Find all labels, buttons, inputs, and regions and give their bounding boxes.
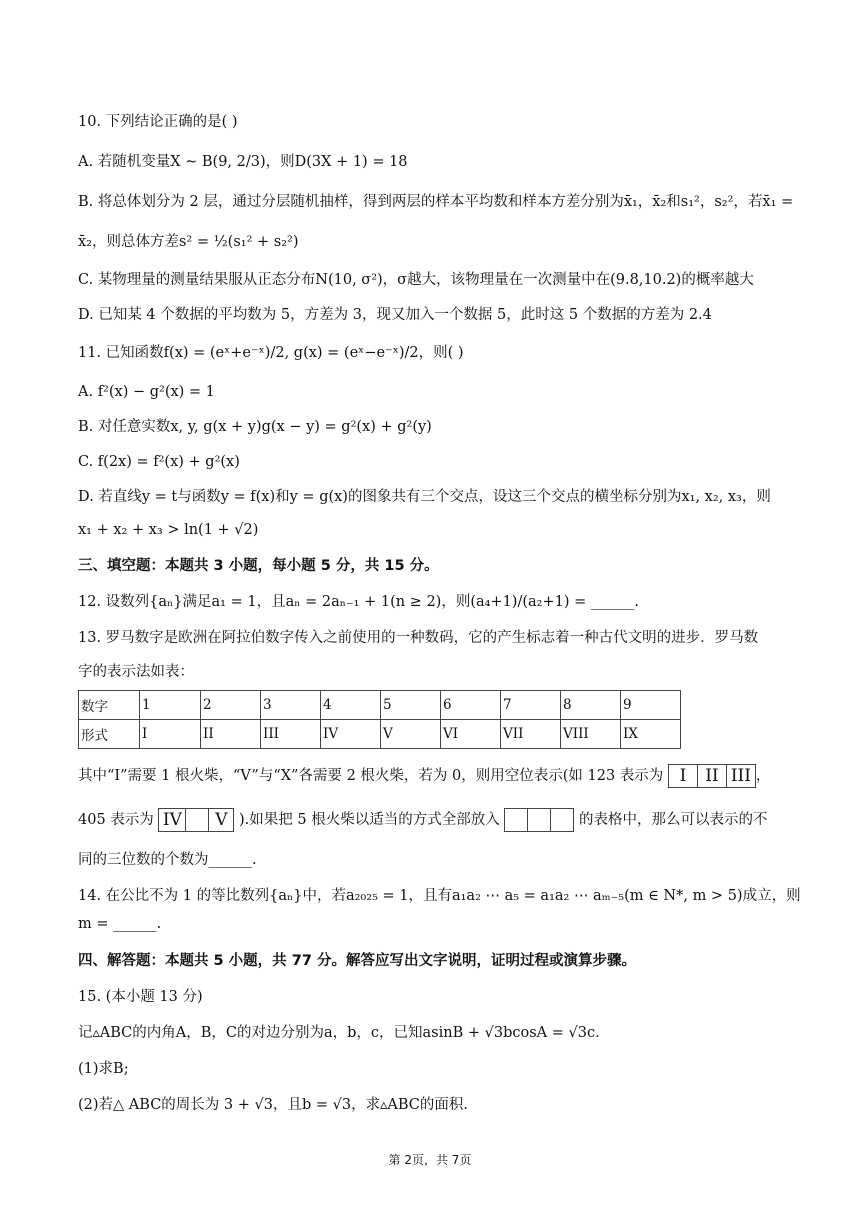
table-cell: 9 xyxy=(621,691,681,720)
table-cell: VI xyxy=(441,720,501,749)
box-cell xyxy=(528,809,551,831)
matchstick-box-123 xyxy=(668,764,756,788)
table-cell: 4 xyxy=(321,691,381,720)
question-13-line4-text-b: ).如果把 5 根火柴以适当的方式全部放入 xyxy=(239,812,500,828)
box-cell xyxy=(551,809,573,831)
question-13-line4 xyxy=(78,808,767,832)
box-cell: I xyxy=(669,765,698,787)
question-11-option-d-line1: D. 若直线y = t与函数y = f(x)和y = g(x)的图象共有三个交点，设这三个交点的横坐标分别为x₁, x₂, x₃，则 xyxy=(78,489,771,505)
table-cell: 6 xyxy=(441,691,501,720)
question-11-option-d-line2: x₁ + x₂ + x₃ > ln(1 + √2) xyxy=(78,522,259,538)
table-row xyxy=(79,720,681,749)
page-footer: 第 2页，共 7页 xyxy=(388,1153,472,1167)
question-15-header: 15. (本小题 13 分) xyxy=(78,989,203,1005)
question-15-part-2: (2)若△ ABC的周长为 3 + √3，且b = √3，求▵ABC的面积. xyxy=(78,1097,468,1113)
table-cell: I xyxy=(140,720,201,749)
matchstick-box-405 xyxy=(158,808,234,832)
box-cell xyxy=(505,809,528,831)
table-cell: 8 xyxy=(561,691,621,720)
table-cell: IV xyxy=(321,720,381,749)
table-row xyxy=(79,691,681,720)
question-11-option-b: B. 对任意实数x, y, g(x + y)g(x − y) = g²(x) + g²(y) xyxy=(78,419,432,435)
table-cell: 2 xyxy=(201,691,261,720)
question-13-line4-text-a: 405 表示为 xyxy=(78,812,154,828)
table-cell: IX xyxy=(621,720,681,749)
box-cell: IV xyxy=(159,809,186,831)
box-cell xyxy=(186,809,209,831)
question-12: 12. 设数列{aₙ}满足a₁ = 1，且aₙ = 2aₙ₋₁ + 1(n ≥ 2)，则(a₄+1)/(a₂+1) = ______. xyxy=(78,594,639,610)
question-11-option-c: C. f(2x) = f²(x) + g²(x) xyxy=(78,454,240,470)
question-15-statement: 记▵ABC的内角A，B，C的对边分别为a，b，c，已知asinB + √3bcosA = √3c. xyxy=(78,1025,600,1041)
question-14-line1: 14. 在公比不为 1 的等比数列{aₙ}中，若a₂₀₂₅ = 1，且有a₁a₂ ⋯ a₅ = a₁a₂ ⋯ aₘ₋₅(m ∈ N*, m > 5)成立，则 xyxy=(78,888,801,904)
question-10-option-b-line2: x̄₂，则总体方差s² = ½(s₁² + s₂²) xyxy=(78,234,299,250)
table-cell: VIII xyxy=(561,720,621,749)
box-cell: III xyxy=(730,766,751,786)
table-cell: II xyxy=(201,720,261,749)
section-3-heading: 三、填空题：本题共 3 小题，每小题 5 分，共 15 分。 xyxy=(78,558,439,574)
section-4-heading: 四、解答题：本题共 5 小题，共 77 分。解答应写出文字说明，证明过程或演算步骤。 xyxy=(78,953,636,969)
table-cell: 7 xyxy=(501,691,561,720)
question-10: 10. 下列结论正确的是( ) xyxy=(78,114,238,130)
question-10-option-b-line1: B. 将总体划分为 2 层，通过分层随机抽样，得到两层的样本平均数和样本方差分别为x̄₁，x̄₂和s₁²，s₂²，若x̄₁ = xyxy=(78,194,794,210)
question-14-line2: m = ______. xyxy=(78,916,162,932)
table-cell: V xyxy=(381,720,441,749)
question-11: 11. 已知函数f(x) = (eˣ+e⁻ˣ)/2, g(x) = (eˣ−e⁻ˣ)/2，则( ) xyxy=(78,345,464,361)
question-11-option-a: A. f²(x) − g²(x) = 1 xyxy=(78,384,215,400)
empty-three-cell-box xyxy=(504,808,574,832)
question-13-line3 xyxy=(78,764,770,788)
question-13-line4-text-c: 的表格中，那么可以表示的不 xyxy=(578,812,768,828)
table-cell: VII xyxy=(501,720,561,749)
table-cell: III xyxy=(261,720,321,749)
table-cell: 1 xyxy=(140,691,201,720)
roman-numeral-table xyxy=(78,690,681,749)
table-cell: 5 xyxy=(381,691,441,720)
question-10-option-c: C. 某物理量的测量结果服从正态分布N(10, σ²)，σ越大，该物理量在一次测量中在(9.8,10.2)的概率越大 xyxy=(78,272,754,288)
question-13-line3-text: 其中“I”需要 1 根火柴，“V”与“X”各需要 2 根火柴，若为 0，则用空位表示(如 123 表示为 xyxy=(78,768,664,784)
question-13-line2: 字的表示法如表： xyxy=(78,664,194,680)
question-13-line3-comma: ， xyxy=(755,768,771,784)
question-10-option-a: A. 若随机变量X ~ B(9, 2/3)，则D(3X + 1) = 18 xyxy=(78,154,408,170)
table-row-label: 形式 xyxy=(79,720,140,749)
question-13-line5: 同的三位数的个数为______. xyxy=(78,852,257,868)
question-15-part-1: (1)求B; xyxy=(78,1061,129,1077)
question-10-option-d: D. 已知某 4 个数据的平均数为 5，方差为 3，现又加入一个数据 5，此时这 5 个数据的方差为 2.4 xyxy=(78,307,712,323)
box-cell: II xyxy=(698,765,727,787)
box-cell: V xyxy=(215,810,228,830)
table-cell: 3 xyxy=(261,691,321,720)
table-row-label: 数字 xyxy=(79,691,140,720)
question-13-line1: 13. 罗马数字是欧洲在阿拉伯数字传入之前使用的一种数码，它的产生标志着一种古代文明的进步．罗马数 xyxy=(78,630,759,646)
